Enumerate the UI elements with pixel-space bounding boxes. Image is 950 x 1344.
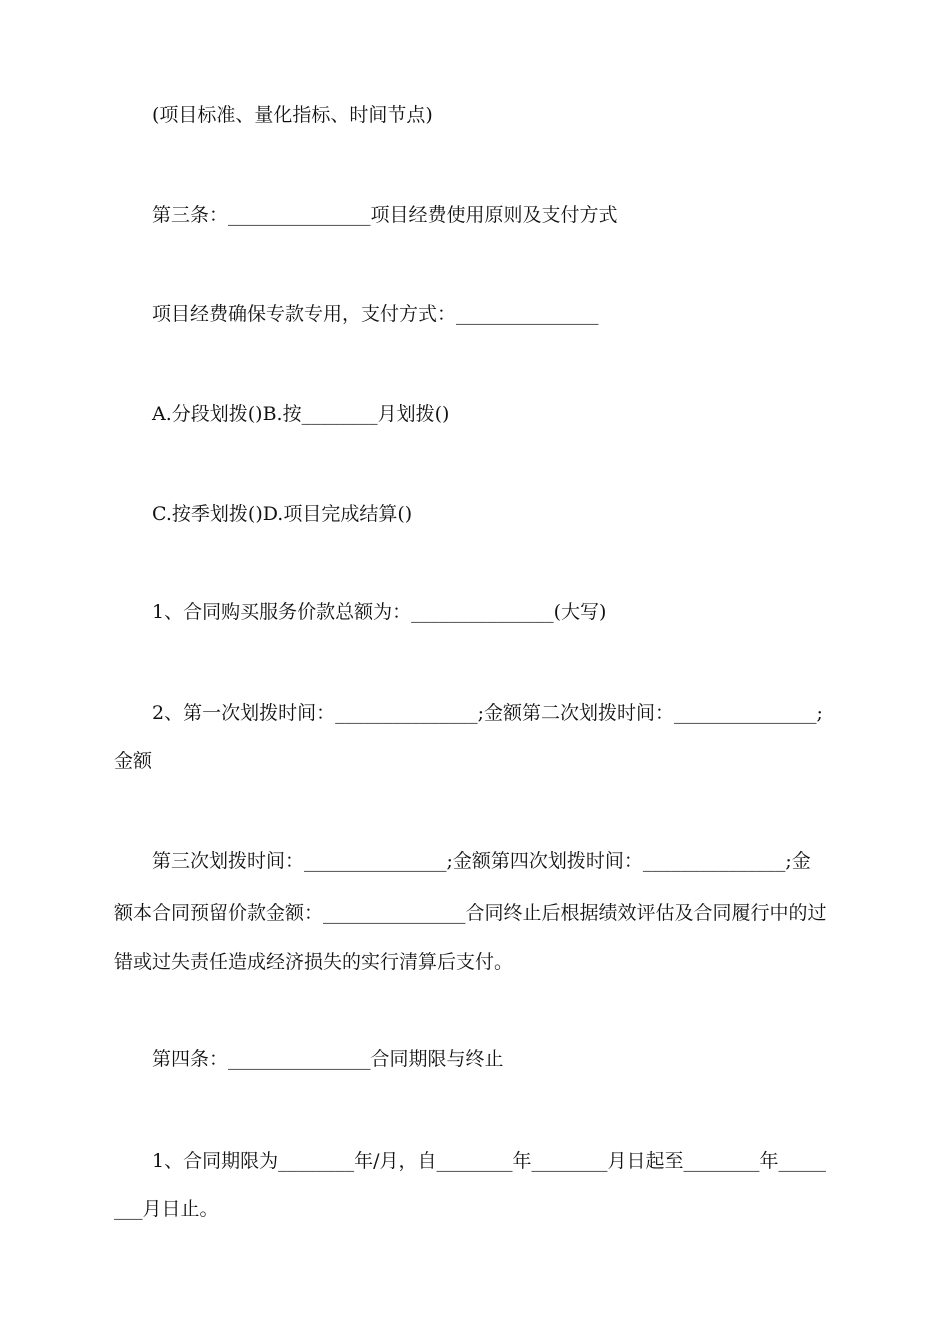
first-second-allocation-line: 2、第一次划拨时间：_______________;金额第二次划拨时间：_______________;	[152, 702, 823, 724]
amount-continuation-line: 金额	[114, 750, 153, 772]
contract-term-continuation: ___月日止。	[114, 1198, 219, 1220]
total-price-line: 1、合同购买服务价款总额为：_______________(大写)	[152, 601, 607, 623]
third-fourth-allocation-line: 第三次划拨时间：_______________;金额第四次划拨时间：_______________;金	[152, 850, 811, 872]
payment-option-c-d: C.按季划拨()D.项目完成结算()	[152, 503, 413, 525]
settlement-line: 错或过失责任造成经济损失的实行清算后支付。	[114, 951, 514, 973]
payment-option-a-b: A.分段划拨()B.按________月划拨()	[152, 403, 450, 425]
article-four-heading: 第四条：_______________合同期限与终止	[152, 1048, 504, 1070]
payment-method-line: 项目经费确保专款专用，支付方式：_______________	[152, 303, 599, 325]
reserved-amount-line: 额本合同预留价款金额：_______________合同终止后根据绩效评估及合同履行中的过	[114, 902, 827, 924]
contract-term-line: 1、合同期限为________年/月，自________年________月日起至________年_____	[152, 1150, 826, 1172]
article-three-heading: 第三条：_______________项目经费使用原则及支付方式	[152, 204, 618, 226]
project-standards-note: (项目标准、量化指标、时间节点)	[152, 104, 433, 126]
